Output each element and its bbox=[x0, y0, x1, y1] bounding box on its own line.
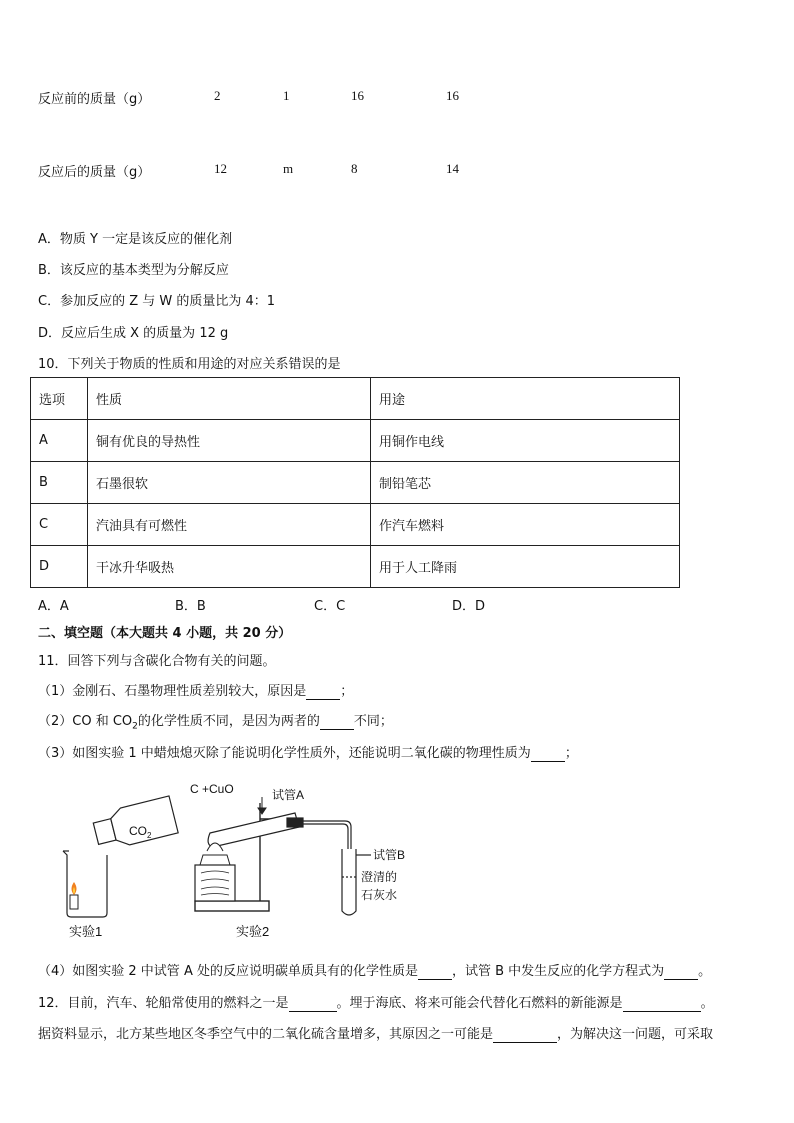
q11-part3 bbox=[38, 742, 578, 762]
reactants-label: C +CuO bbox=[190, 782, 234, 796]
q10-choice-a: A．A bbox=[38, 599, 69, 614]
co2-subscript: 2 bbox=[132, 721, 138, 732]
q10-choice-b: B．B bbox=[175, 599, 206, 614]
mass-after-x: 12 bbox=[214, 161, 227, 176]
q10-choice-c: C．C bbox=[314, 599, 346, 614]
mass-after-w: 14 bbox=[446, 161, 459, 176]
header-use: 用途 bbox=[371, 378, 680, 420]
q10-stem: 10．下列关于物质的性质和用途的对应关系错误的是 bbox=[38, 357, 341, 372]
mass-before-label: 反应前的质量（g） bbox=[38, 92, 151, 107]
mass-after-z: 8 bbox=[351, 161, 358, 176]
row-use: 用于人工降雨 bbox=[371, 546, 680, 588]
q11-part3-end: ； bbox=[564, 746, 578, 761]
q12-line1 bbox=[38, 992, 714, 1012]
q11-part4-text: （4）如图实验 2 中试管 A 处的反应说明碳单质具有的化学性质是 bbox=[38, 964, 418, 979]
answer-blank[interactable] bbox=[531, 746, 565, 762]
q11-part2-end: 不同； bbox=[353, 714, 393, 729]
row-use: 作汽车燃料 bbox=[371, 504, 680, 546]
candle-icon bbox=[70, 882, 78, 909]
table-row bbox=[31, 504, 680, 546]
row-property: 汽油具有可燃性 bbox=[88, 504, 371, 546]
answer-blank[interactable] bbox=[664, 964, 698, 980]
experiment-figure bbox=[55, 775, 435, 950]
header-property: 性质 bbox=[88, 378, 371, 420]
table-header-row bbox=[31, 378, 680, 420]
row-use: 用铜作电线 bbox=[371, 420, 680, 462]
q11-part3-text: （3）如图实验 1 中蜡烛熄灭除了能说明化学性质外，还能说明二氧化碳的物理性质为 bbox=[38, 746, 531, 761]
answer-blank[interactable] bbox=[493, 1027, 557, 1043]
limewater-label-1: 澄清的 bbox=[361, 870, 398, 884]
q9-option-b: B．该反应的基本类型为分解反应 bbox=[38, 263, 229, 278]
answer-blank[interactable] bbox=[320, 714, 354, 730]
q10-choice-d: D．D bbox=[452, 599, 486, 614]
q11-part4-mid: ，试管 B 中发生反应的化学方程式为 bbox=[451, 964, 665, 979]
arrow-icon bbox=[258, 797, 266, 814]
q11-part4 bbox=[38, 960, 711, 980]
q11-part4-end: 。 bbox=[698, 964, 712, 979]
row-option: D bbox=[31, 546, 88, 588]
row-property: 石墨很软 bbox=[88, 462, 371, 504]
limewater-label-2: 石灰水 bbox=[361, 888, 398, 902]
row-option: C bbox=[31, 504, 88, 546]
q12-line2-text: 据资料显示，北方某些地区冬季空气中的二氧化硫含量增多，其原因之一可能是 bbox=[38, 1027, 494, 1042]
table-row bbox=[31, 546, 680, 588]
q9-option-c: C．参加反应的 Z 与 W 的质量比为 4：1 bbox=[38, 294, 276, 309]
alcohol-lamp-icon bbox=[195, 843, 235, 901]
header-option: 选项 bbox=[31, 378, 88, 420]
answer-blank[interactable] bbox=[418, 964, 452, 980]
experiment2-caption: 实验2 bbox=[236, 924, 270, 939]
q12-text: 12．目前，汽车、轮船常使用的燃料之一是 bbox=[38, 996, 289, 1011]
q11-part1-end: ； bbox=[340, 684, 354, 699]
row-property: 干冰升华吸热 bbox=[88, 546, 371, 588]
test-tube-a-icon bbox=[208, 813, 299, 847]
q11-part2-text: （2）CO 和 CO bbox=[38, 714, 133, 729]
mass-after-label: 反应后的质量（g） bbox=[38, 165, 151, 180]
experiment1-caption: 实验1 bbox=[69, 924, 103, 939]
row-option: A bbox=[31, 420, 88, 462]
mass-before-y: 1 bbox=[283, 88, 290, 103]
q11-part1-text: （1）金刚石、石墨物理性质差别较大，原因是 bbox=[38, 684, 307, 699]
section-title: 二、填空题（本大题共 4 小题，共 20 分） bbox=[38, 626, 292, 641]
row-option: B bbox=[31, 462, 88, 504]
q11-part2 bbox=[38, 710, 393, 732]
mass-before-w: 16 bbox=[446, 88, 459, 103]
tube-a-label: 试管A bbox=[272, 788, 305, 802]
q9-option-d: D．反应后生成 X 的质量为 12 g bbox=[38, 326, 229, 341]
row-property: 铜有优良的导热性 bbox=[88, 420, 371, 462]
q11-part1 bbox=[38, 680, 353, 700]
q11-stem: 11．回答下列与含碳化合物有关的问题。 bbox=[38, 654, 276, 669]
co2-label: $CO_2$ bbox=[129, 824, 152, 840]
tube-b-label: 试管B bbox=[373, 848, 406, 862]
q9-option-a: A．物质 Y 一定是该反应的催化剂 bbox=[38, 232, 233, 247]
table-row bbox=[31, 420, 680, 462]
property-use-table bbox=[30, 377, 680, 588]
q12-line2 bbox=[38, 1023, 713, 1043]
q12-mid: 。埋于海底、将来可能会代替化石燃料的新能源是 bbox=[336, 996, 623, 1011]
table-row bbox=[31, 462, 680, 504]
q12-line2-end: ，为解决这一问题，可采取 bbox=[557, 1027, 714, 1042]
answer-blank[interactable] bbox=[306, 684, 340, 700]
answer-blank[interactable] bbox=[289, 996, 337, 1012]
row-use: 制铅笔芯 bbox=[371, 462, 680, 504]
answer-blank[interactable] bbox=[623, 996, 701, 1012]
mass-before-x: 2 bbox=[214, 88, 221, 103]
mass-before-z: 16 bbox=[351, 88, 364, 103]
mass-after-y: m bbox=[283, 161, 294, 176]
q11-part2-mid: 的化学性质不同，是因为两者的 bbox=[137, 714, 320, 729]
q12-end: 。 bbox=[700, 996, 714, 1011]
